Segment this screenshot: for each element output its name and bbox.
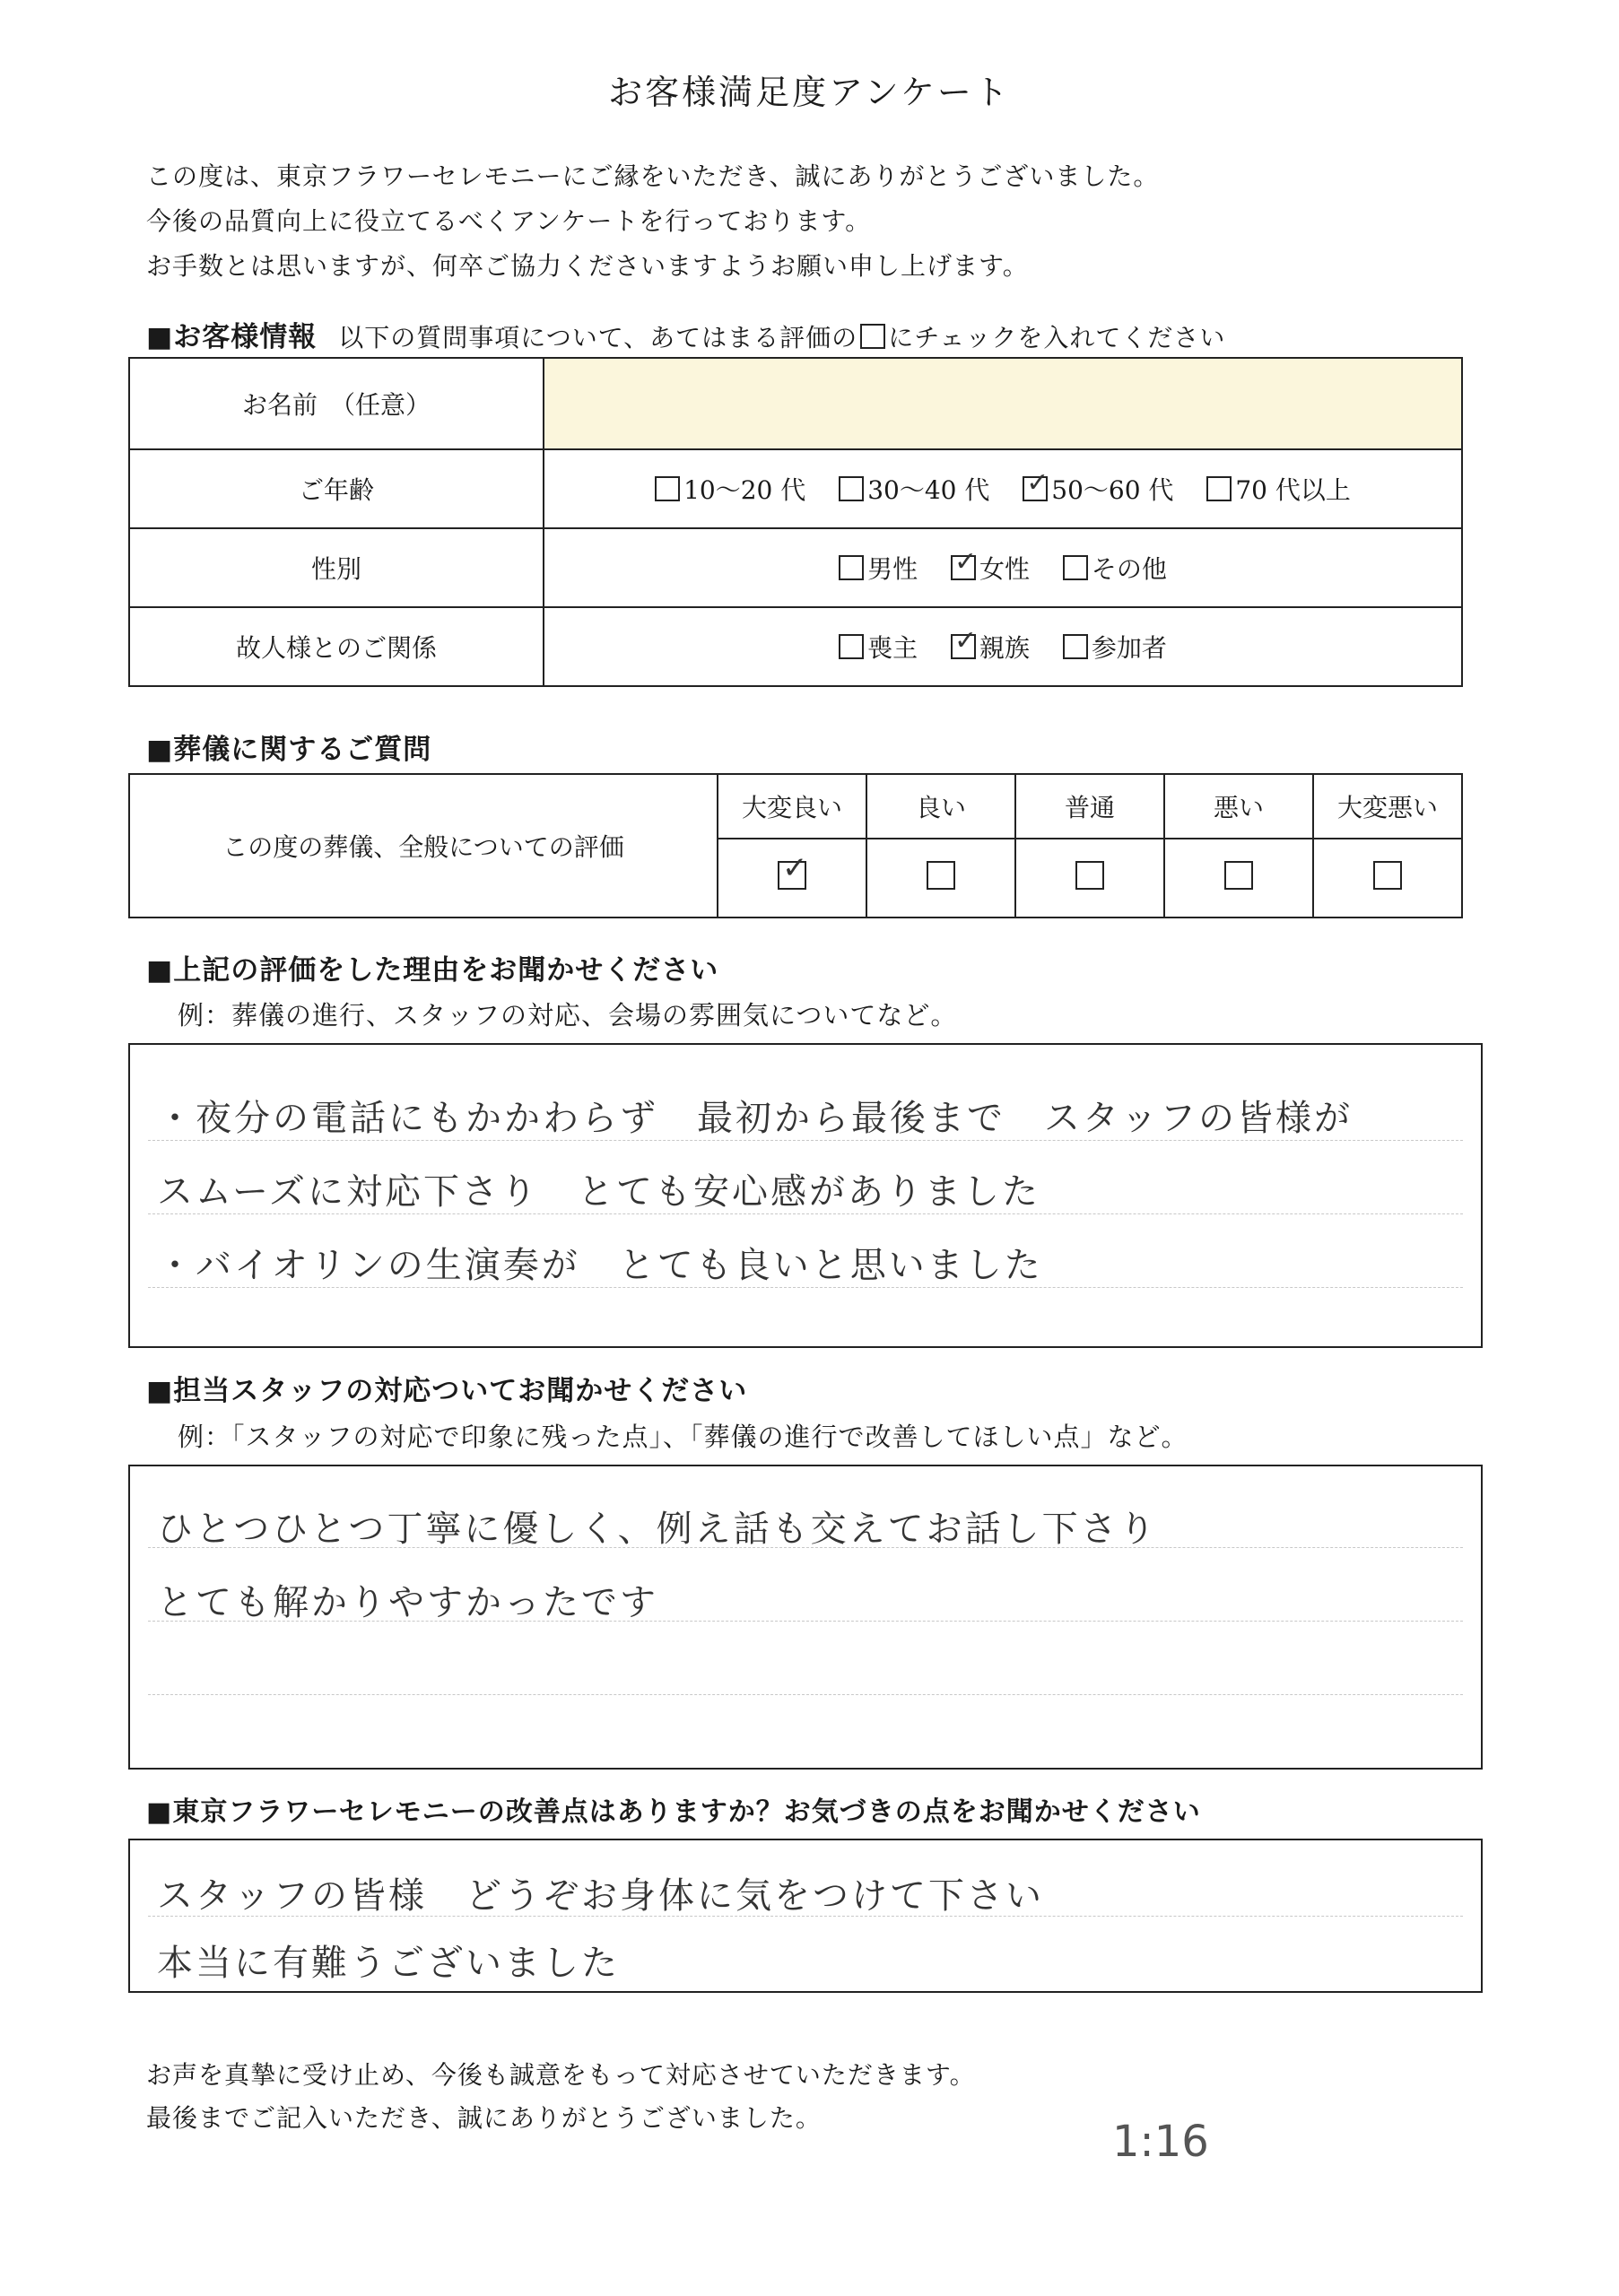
rating-label: 大変良い [718,774,866,839]
handwritten-line: 本当に有難うございました [157,1943,620,1984]
staff-heading: ■担当スタッフの対応ついてお聞かせください [146,1375,748,1407]
relation-option-relative[interactable]: ✓ 親族 [951,629,1030,665]
checkbox-icon[interactable] [839,634,864,659]
relation-option-attendee[interactable]: 参加者 [1063,629,1167,665]
staff-answer-box[interactable] [128,1465,1483,1770]
handwritten-mark: 1:16 [1112,2117,1209,2167]
rating-cell-good [866,839,1015,918]
handwritten-line: スタッフの皆様 どうぞお身体に気をつけて下さい [157,1875,1044,1917]
rating-question: この度の葬儀、全般についての評価 [129,774,718,918]
checkbox-icon[interactable] [1206,476,1232,501]
checkbox-checked-icon[interactable] [778,861,806,890]
age-option-30-40[interactable]: 30～40 代 [839,471,989,507]
staff-example: 例：「スタッフの対応で印象に残った点」、「葬儀の進行で改善してほしい点」など。 [178,1422,1188,1452]
checkbox-icon[interactable] [655,476,680,501]
customer-info-heading-text: ■お客様情報 [146,321,318,353]
rating-label: 良い [866,774,1015,839]
checkbox-icon[interactable] [1224,861,1253,890]
age-label: ご年齢 [129,449,544,528]
checkbox-icon[interactable] [1373,861,1402,890]
rating-cell-normal [1015,839,1164,918]
name-field[interactable] [544,358,1462,449]
age-option-10-20[interactable]: 10～20 代 [655,471,805,507]
closing-line: お声を真摯に受け止め、今後も誠意をもって対応させていただきます。 [146,2060,976,2090]
reason-heading: ■上記の評価をした理由をお聞かせください [146,954,719,987]
handwritten-line: ひとつひとつ丁寧に優しく、例え話も交えてお話し下さり [157,1509,1158,1550]
rating-table [128,773,1463,918]
note-text-after: にチェックを入れてください [888,323,1226,352]
improvement-heading: ■東京フラワーセレモニーの改善点はありますか？お気づきの点をお聞かせください [146,1796,1201,1828]
checkbox-checked-icon[interactable] [951,555,976,580]
gender-options [544,528,1462,607]
closing-paragraph [146,2054,976,2140]
handwritten-line: スムーズに対応下さり とても安心感がありました [157,1171,1040,1213]
checkbox-icon[interactable] [1063,555,1088,580]
gender-row [129,528,1462,607]
handwritten-line: ・夜分の電話にもかかわらず 最初から最後まで スタッフの皆様が [157,1098,1353,1139]
rating-cell-very-bad [1313,839,1462,918]
rating-cell-very-good [718,839,866,918]
relation-options [544,607,1462,686]
closing-line: 最後までご記入いただき、誠にありがとうございました。 [146,2103,822,2133]
checkbox-icon[interactable] [1063,634,1088,659]
rating-label: 大変悪い [1313,774,1462,839]
intro-line: 今後の品質向上に役立てるべくアンケートを行っております。 [146,206,872,236]
gender-label: 性別 [129,528,544,607]
checkbox-icon[interactable] [839,476,864,501]
checkbox-icon[interactable] [839,555,864,580]
customer-info-table [128,357,1463,687]
checkbox-checked-icon[interactable] [1023,476,1048,501]
gender-option-male[interactable]: 男性 [839,550,918,586]
intro-paragraph [146,154,1159,289]
checkbox-icon[interactable] [1075,861,1104,890]
improvement-answer-box[interactable] [128,1839,1483,1993]
customer-info-heading [146,314,1225,354]
handwritten-line: ・バイオリンの生演奏が とても良いと思いました [157,1245,1043,1286]
checkbox-legend-icon [860,324,885,349]
relation-label: 故人様とのご関係 [129,607,544,686]
funeral-questions-heading: ■葬儀に関するご質問 [146,734,432,766]
age-option-50-60[interactable]: ✓ 50～60 代 [1023,471,1173,507]
rating-header-row [129,774,1462,839]
checkbox-icon[interactable] [927,861,955,890]
reason-example: 例：葬儀の進行、スタッフの対応、会場の雰囲気についてなど。 [178,1000,958,1031]
rating-label: 悪い [1164,774,1313,839]
checkbox-checked-icon[interactable] [951,634,976,659]
relation-option-chief-mourner[interactable]: 喪主 [839,629,918,665]
survey-title: お客様満足度アンケート [608,73,1011,112]
intro-line: お手数とは思いますが、何卒ご協力くださいますようお願い申し上げます。 [146,251,1029,281]
customer-info-note [338,323,1225,352]
name-label: お名前 （任意） [129,358,544,449]
intro-line: この度は、東京フラワーセレモニーにご縁をいただき、誠にありがとうございました。 [146,161,1160,191]
gender-option-female[interactable]: ✓ 女性 [951,550,1030,586]
age-option-70-plus[interactable]: 70 代以上 [1206,471,1351,507]
note-text-before: 以下の質問事項について、あてはまる評価の [338,323,858,352]
gender-option-other[interactable]: その他 [1063,550,1167,586]
rating-label: 普通 [1015,774,1164,839]
name-row [129,358,1462,449]
relation-row [129,607,1462,686]
handwritten-line: とても解かりやすかったです [157,1582,658,1623]
reason-answer-box[interactable] [128,1043,1483,1348]
age-options [544,449,1462,528]
age-row [129,449,1462,528]
rating-cell-bad [1164,839,1313,918]
ruled-line [148,1694,1463,1695]
